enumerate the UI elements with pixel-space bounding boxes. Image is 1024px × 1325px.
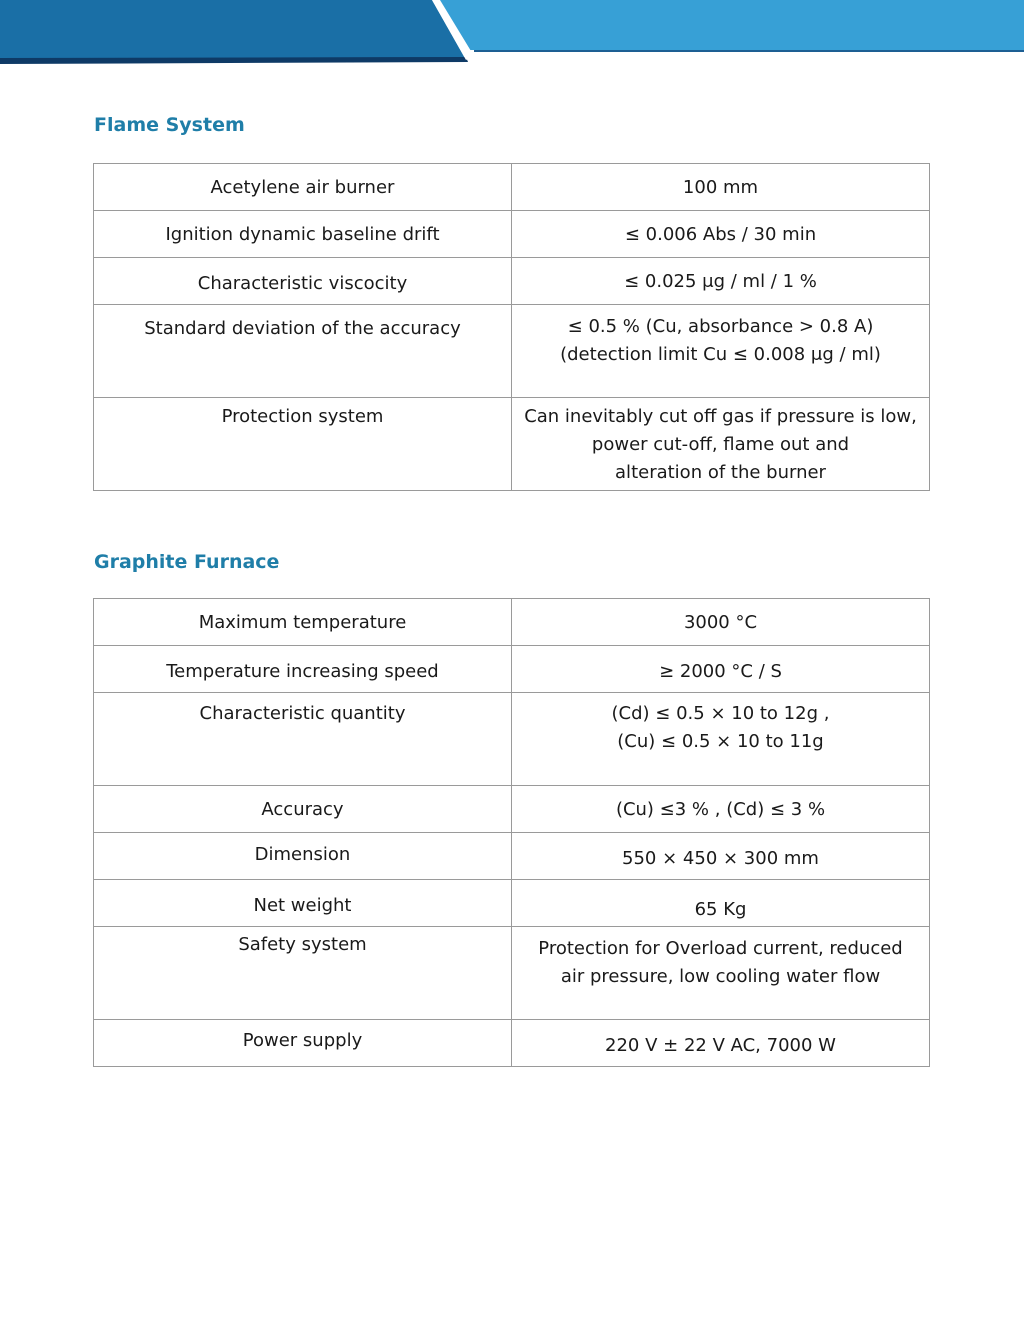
spec-key: Ignition dynamic baseline drift: [94, 211, 512, 258]
spec-value: ≤ 0.5 % (Cu, absorbance > 0.8 A) (detection limit Cu ≤ 0.008 μg / ml): [512, 305, 930, 398]
table-row: [94, 786, 930, 833]
table-row: [94, 693, 930, 786]
spec-value: 100 mm: [512, 164, 930, 211]
graphite-furnace-title: Graphite Furnace: [94, 551, 280, 573]
spec-key: Power supply: [94, 1020, 512, 1067]
spec-value: Protection for Overload current, reduced air pressure, low cooling water flow: [512, 927, 930, 1020]
spec-key: Accuracy: [94, 786, 512, 833]
spec-key: Standard deviation of the accuracy: [94, 305, 512, 398]
banner-bottom-edge: [0, 57, 468, 64]
spec-key: Temperature increasing speed: [94, 646, 512, 693]
spec-value: ≥ 2000 °C / S: [512, 646, 930, 693]
table-row: [94, 646, 930, 693]
flame-system-table: [93, 163, 930, 491]
spec-value: 220 V ± 22 V AC, 7000 W: [512, 1020, 930, 1067]
table-row: [94, 833, 930, 880]
header-banner: [0, 0, 1024, 70]
spec-value: 550 × 450 × 300 mm: [512, 833, 930, 880]
spec-value: 65 Kg: [512, 880, 930, 927]
table-row: [94, 1020, 930, 1067]
table-row: [94, 880, 930, 927]
spec-key: Characteristic viscocity: [94, 258, 512, 305]
table-row: [94, 305, 930, 398]
banner-left-shape: [0, 0, 466, 60]
graphite-furnace-table: [93, 598, 930, 1067]
table-row: [94, 599, 930, 646]
spec-key: Safety system: [94, 927, 512, 1020]
table-row: [94, 398, 930, 491]
table-row: [94, 927, 930, 1020]
spec-key: Dimension: [94, 833, 512, 880]
table-row: [94, 258, 930, 305]
spec-key: Protection system: [94, 398, 512, 491]
spec-value: 3000 °C: [512, 599, 930, 646]
flame-system-title: Flame System: [94, 114, 245, 136]
spec-value: ≤ 0.025 μg / ml / 1 %: [512, 258, 930, 305]
table-row: [94, 164, 930, 211]
spec-value: ≤ 0.006 Abs / 30 min: [512, 211, 930, 258]
spec-key: Characteristic quantity: [94, 693, 512, 786]
spec-value: (Cd) ≤ 0.5 × 10 to 12g , (Cu) ≤ 0.5 × 10 to 11g: [512, 693, 930, 786]
spec-value: Can inevitably cut off gas if pressure is low, power cut-off, flame out and alteration of the burner: [512, 398, 930, 491]
spec-key: Net weight: [94, 880, 512, 927]
banner-right-shape: [438, 0, 1024, 50]
table-row: [94, 211, 930, 258]
spec-value: (Cu) ≤3 % , (Cd) ≤ 3 %: [512, 786, 930, 833]
spec-key: Acetylene air burner: [94, 164, 512, 211]
spec-key: Maximum temperature: [94, 599, 512, 646]
